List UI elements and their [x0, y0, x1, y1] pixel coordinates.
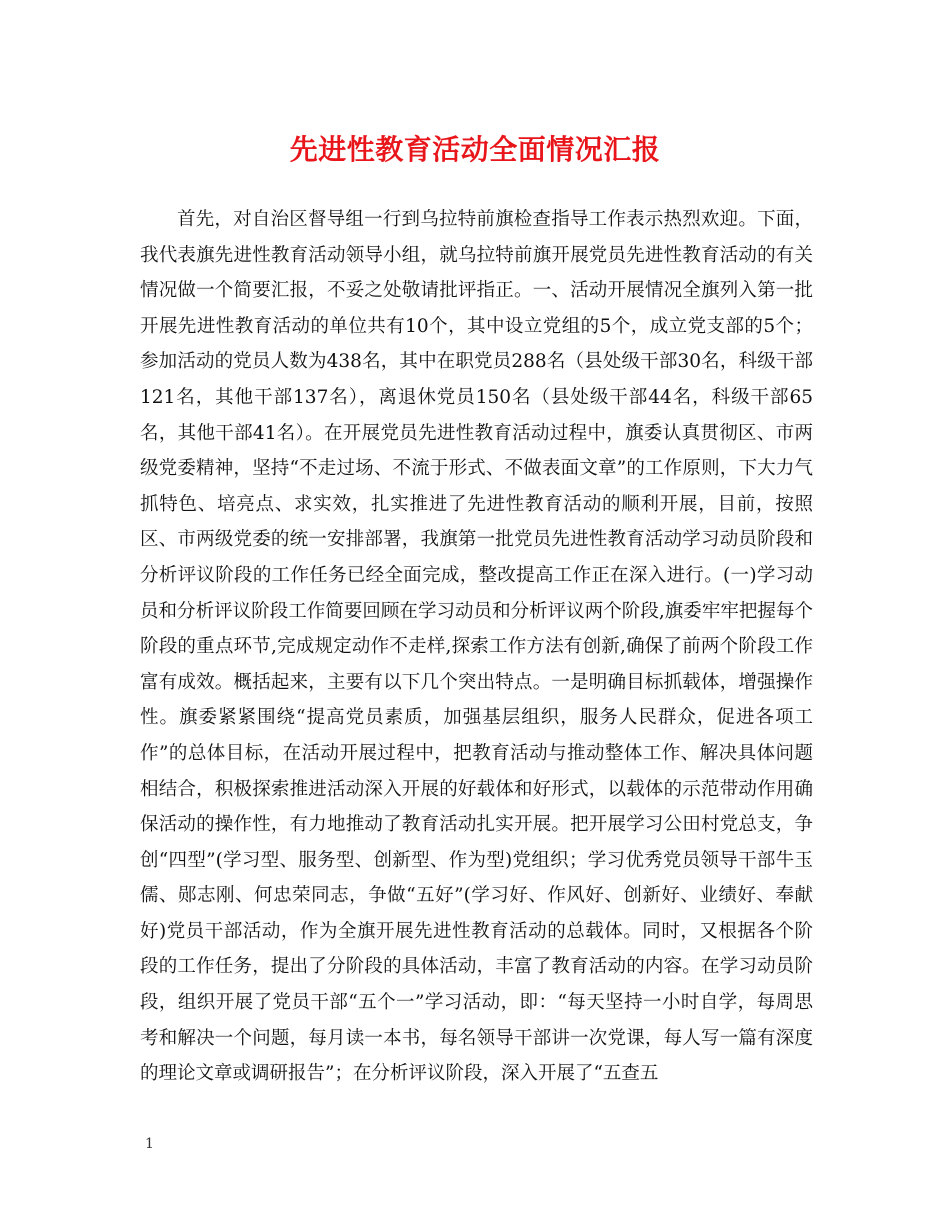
page-number: 1	[145, 1136, 154, 1152]
document-title: 先进性教育活动全面情况汇报	[289, 133, 661, 166]
document-body: 首先，对自治区督导组一行到乌拉特前旗检查指导工作表示热烈欢迎。下面，我代表旗先进性教育活动领导小组，就乌拉特前旗开展党员先进性教育活动的有关情况做一个简要汇报，不妥之处敬请批评指正。一、活动开展情况全旗列入第一批开展先进性教育活动的单位共有10个，其中设立党组的5个，成立党支部的5个；参加活动的党员人数为438名，其中在职党员288名（县处级干部30名，科级干部121名，其他干部137名），离退休党员150名（县处级干部44名，科级干部65名，其他干部41名）。在开展党员先进性教育活动过程中，旗委认真贯彻区、市两级党委精神，坚持“不走过场、不流于形式、不做表面文章”的工作原则，下大力气抓特色、培亮点、求实效，扎实推进了先进性教育活动的顺利开展，目前，按照区、市两级党委的统一安排部署，我旗第一批党员先进性教育活动学习动员阶段和分析评议阶段的工作任务已经全面完成，整改提高工作正在深入进行。(一)学习动员和分析评议阶段工作简要回顾在学习动员和分析评议两个阶段,旗委牢牢把握每个阶段的重点环节,完成规定动作不走样,探索工作方法有创新,确保了前两个阶段工作富有成效。概括起来，主要有以下几个突出特点。一是明确目标抓载体，增强操作性。旗委紧紧围绕“提高党员素质，加强基层组织，服务人民群众，促进各项工作”的总体目标，在活动开展过程中，把教育活动与推动整体工作、解决具体问题相结合，积极探索推进活动深入开展的好载体和好形式，以载体的示范带动作用确保活动的操作性，有力地推动了教育活动扎实开展。把开展学习公田村党总支，争创“四型”(学习型、服务型、创新型、作为型)党组织；学习优秀党员领导干部牛玉儒、郧志刚、何忠荣同志，争做“五好”(学习好、作风好、创新好、业绩好、奉献好)党员干部活动，作为全旗开展先进性教育活动的总载体。同时，又根据各个阶段的工作任务，提出了分阶段的具体活动，丰富了教育活动的内容。在学习动员阶段，组织开展了党员干部“五个一”学习活动，即：“每天坚持一小时自学，每周思考和解决一个问题，每月读一本书，每名领导干部讲一次党课，每人写一篇有深度的理论文章或调研报告”；在分析评议阶段，深入开展了“五查五	[140, 209, 813, 1085]
